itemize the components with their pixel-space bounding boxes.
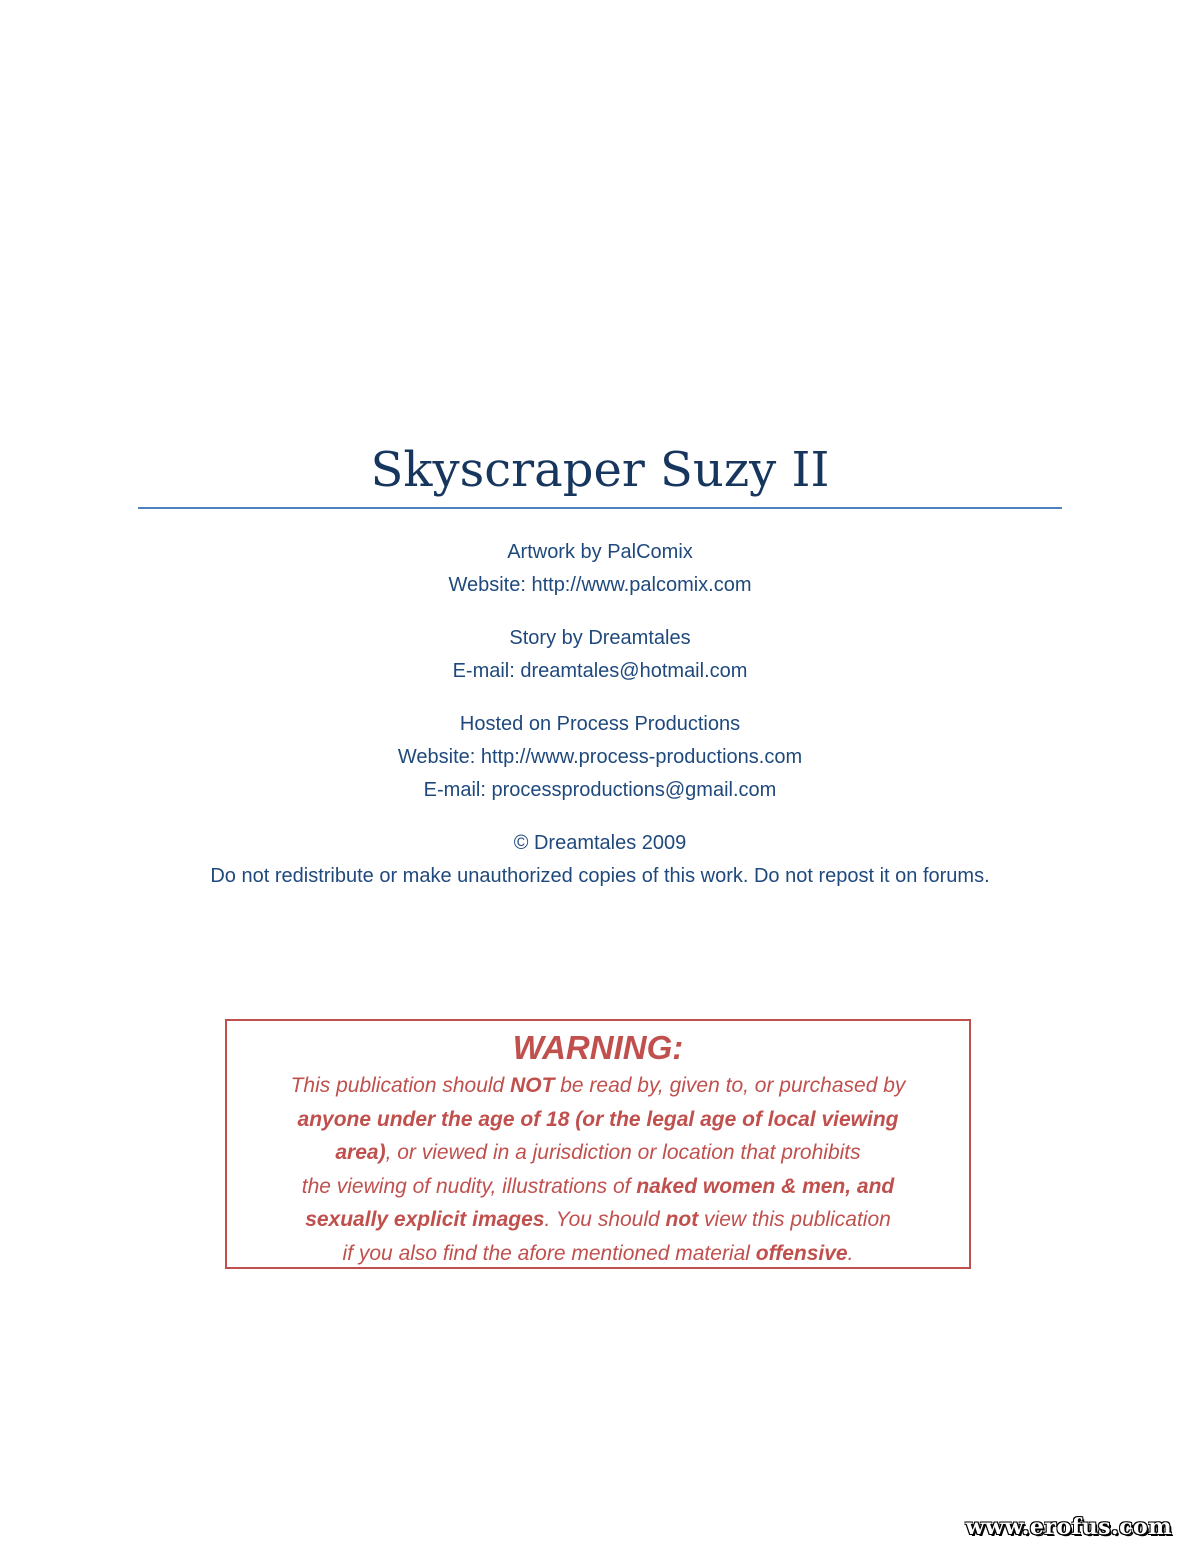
warning-body <box>227 1069 969 1270</box>
watermark: www.erofus.com <box>965 1514 1172 1540</box>
warning-text: if you also find the afore mentioned material <box>342 1241 756 1265</box>
host-website: Website: http://www.process-productions.com <box>397 746 803 768</box>
warning-text: , or viewed in a jurisdiction or location that prohibits <box>385 1141 861 1164</box>
warning-text: be read by, given to, or purchased by <box>554 1074 906 1097</box>
story-email: E-mail: dreamtales@hotmail.com <box>452 660 748 682</box>
warning-emphasis: sexually explicit images <box>305 1208 545 1231</box>
warning-text: . You should <box>544 1208 666 1231</box>
warning-emphasis: naked women & men, and <box>636 1174 895 1198</box>
copyright-block <box>0 827 1200 893</box>
redistribution-notice: Do not redistribute or make unauthorized copies of this work. Do not repost it on forums. <box>210 865 990 887</box>
warning-emphasis: area) <box>335 1141 386 1164</box>
artwork-website: Website: http://www.palcomix.com <box>448 574 752 596</box>
warning-text: This publication should <box>290 1074 511 1097</box>
warning-line <box>235 1136 961 1170</box>
warning-text: the viewing of nudity, illustrations of <box>301 1174 637 1198</box>
warning-heading: WARNING: <box>512 1029 684 1066</box>
title-underline <box>138 507 1062 509</box>
warning-box <box>225 1019 971 1269</box>
artwork-credit: Artwork by PalComix <box>507 541 693 563</box>
warning-line <box>235 1203 961 1237</box>
copyright-notice: © Dreamtales 2009 <box>513 832 687 854</box>
story-credit-block <box>0 622 1200 688</box>
warning-text: view this publication <box>698 1208 891 1231</box>
host-credit-block <box>0 708 1200 807</box>
credits-section <box>0 536 1200 913</box>
host-email: E-mail: processproductions@gmail.com <box>423 779 777 801</box>
warning-line <box>235 1069 961 1103</box>
warning-line <box>235 1237 961 1271</box>
warning-emphasis: anyone under the age of 18 (or the legal age of local viewing <box>297 1107 899 1131</box>
document-title: Skyscraper Suzy II <box>370 442 830 498</box>
warning-text: . <box>847 1241 854 1265</box>
warning-emphasis: not <box>665 1208 699 1231</box>
warning-line <box>235 1170 961 1204</box>
warning-emphasis: NOT <box>510 1074 555 1097</box>
artwork-credit-block <box>0 536 1200 602</box>
story-credit: Story by Dreamtales <box>509 627 691 649</box>
warning-emphasis: offensive <box>755 1241 848 1265</box>
warning-line <box>235 1103 961 1137</box>
host-credit: Hosted on Process Productions <box>459 713 741 735</box>
